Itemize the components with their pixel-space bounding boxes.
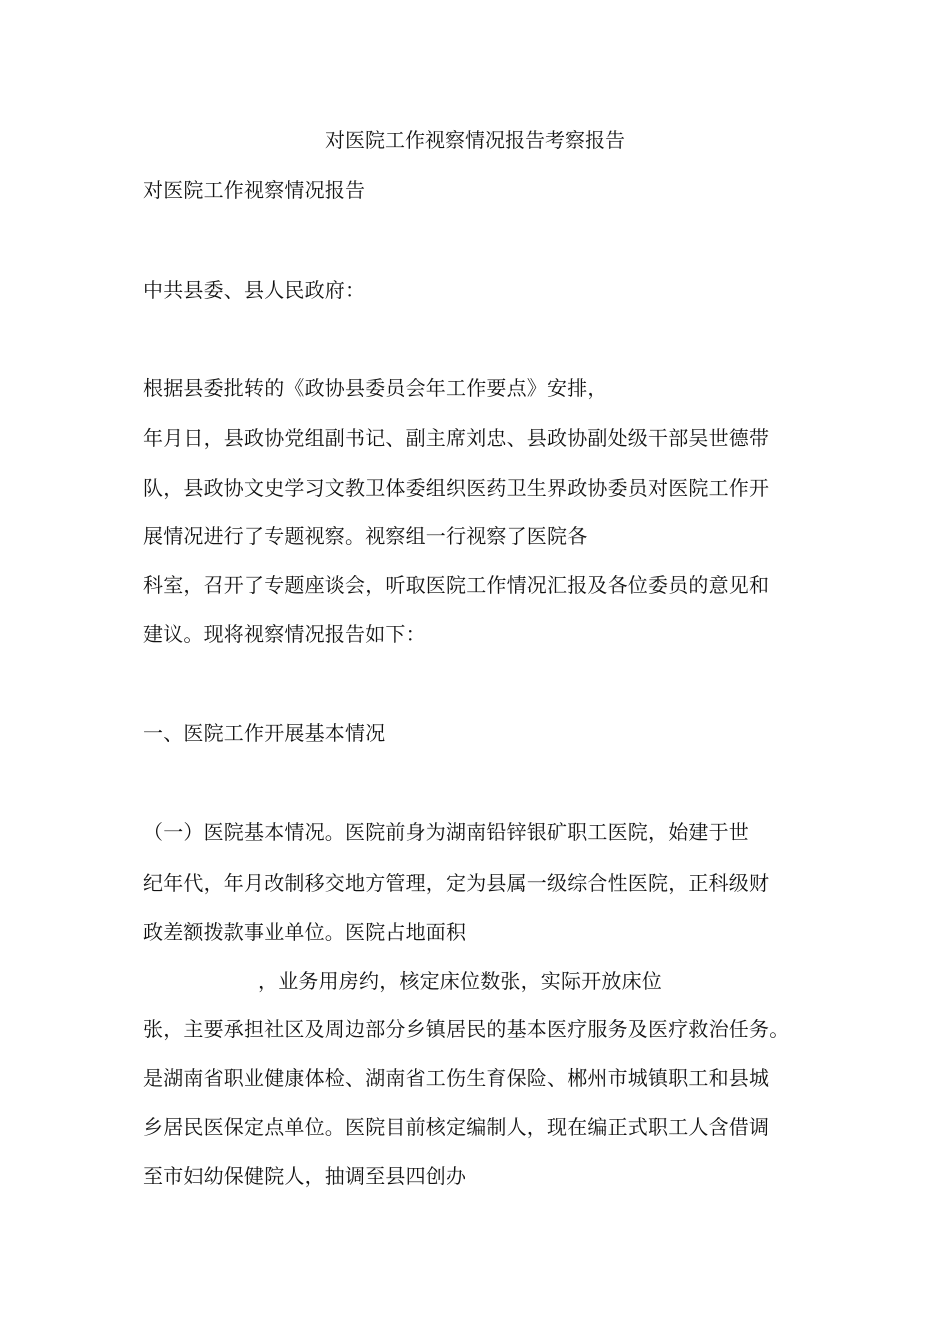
section-heading: 一、医院工作开展基本情况	[143, 721, 386, 745]
paragraph-line: 根据县委批转的《政协县委员会年工作要点》安排，	[143, 376, 608, 400]
paragraph-line: 展情况进行了专题视察。视察组一行视察了医院各	[143, 524, 588, 548]
paragraph-line: 建议。现将视察情况报告如下：	[143, 622, 426, 646]
salutation-line: 中共县委、县人民政府：	[143, 278, 366, 302]
paragraph-line: 纪年代，年月改制移交地方管理，定为县属一级综合性医院，正科级财	[143, 871, 770, 895]
paragraph-line: 乡居民医保定点单位。医院目前核定编制人，现在编正式职工人含借调	[143, 1115, 770, 1139]
document-title: 对医院工作视察情况报告考察报告	[325, 128, 625, 152]
paragraph-line: 队，县政协文史学习文教卫体委组织医药卫生界政协委员对医院工作开	[143, 476, 770, 500]
paragraph-line: 至市妇幼保健院人，抽调至县四创办	[143, 1164, 467, 1188]
subtitle-line: 对医院工作视察情况报告	[143, 178, 366, 202]
paragraph-line: 科室，召开了专题座谈会，听取医院工作情况汇报及各位委员的意见和	[143, 573, 770, 597]
paragraph-line: （一）医院基本情况。医院前身为湖南铅锌银矿职工医院，始建于世	[143, 820, 749, 844]
paragraph-line: 是湖南省职业健康体检、湖南省工伤生育保险、郴州市城镇职工和县城	[143, 1066, 770, 1090]
paragraph-line: 年月日，县政协党组副书记、副主席刘忠、县政协副处级干部吴世德带	[143, 426, 770, 450]
paragraph-line: 张，主要承担社区及周边部分乡镇居民的基本医疗服务及医疗救治任务。	[143, 1017, 790, 1041]
paragraph-line: 政差额拨款事业单位。医院占地面积	[143, 920, 467, 944]
paragraph-line: ，业务用房约，核定床位数张，实际开放床位	[258, 969, 662, 993]
